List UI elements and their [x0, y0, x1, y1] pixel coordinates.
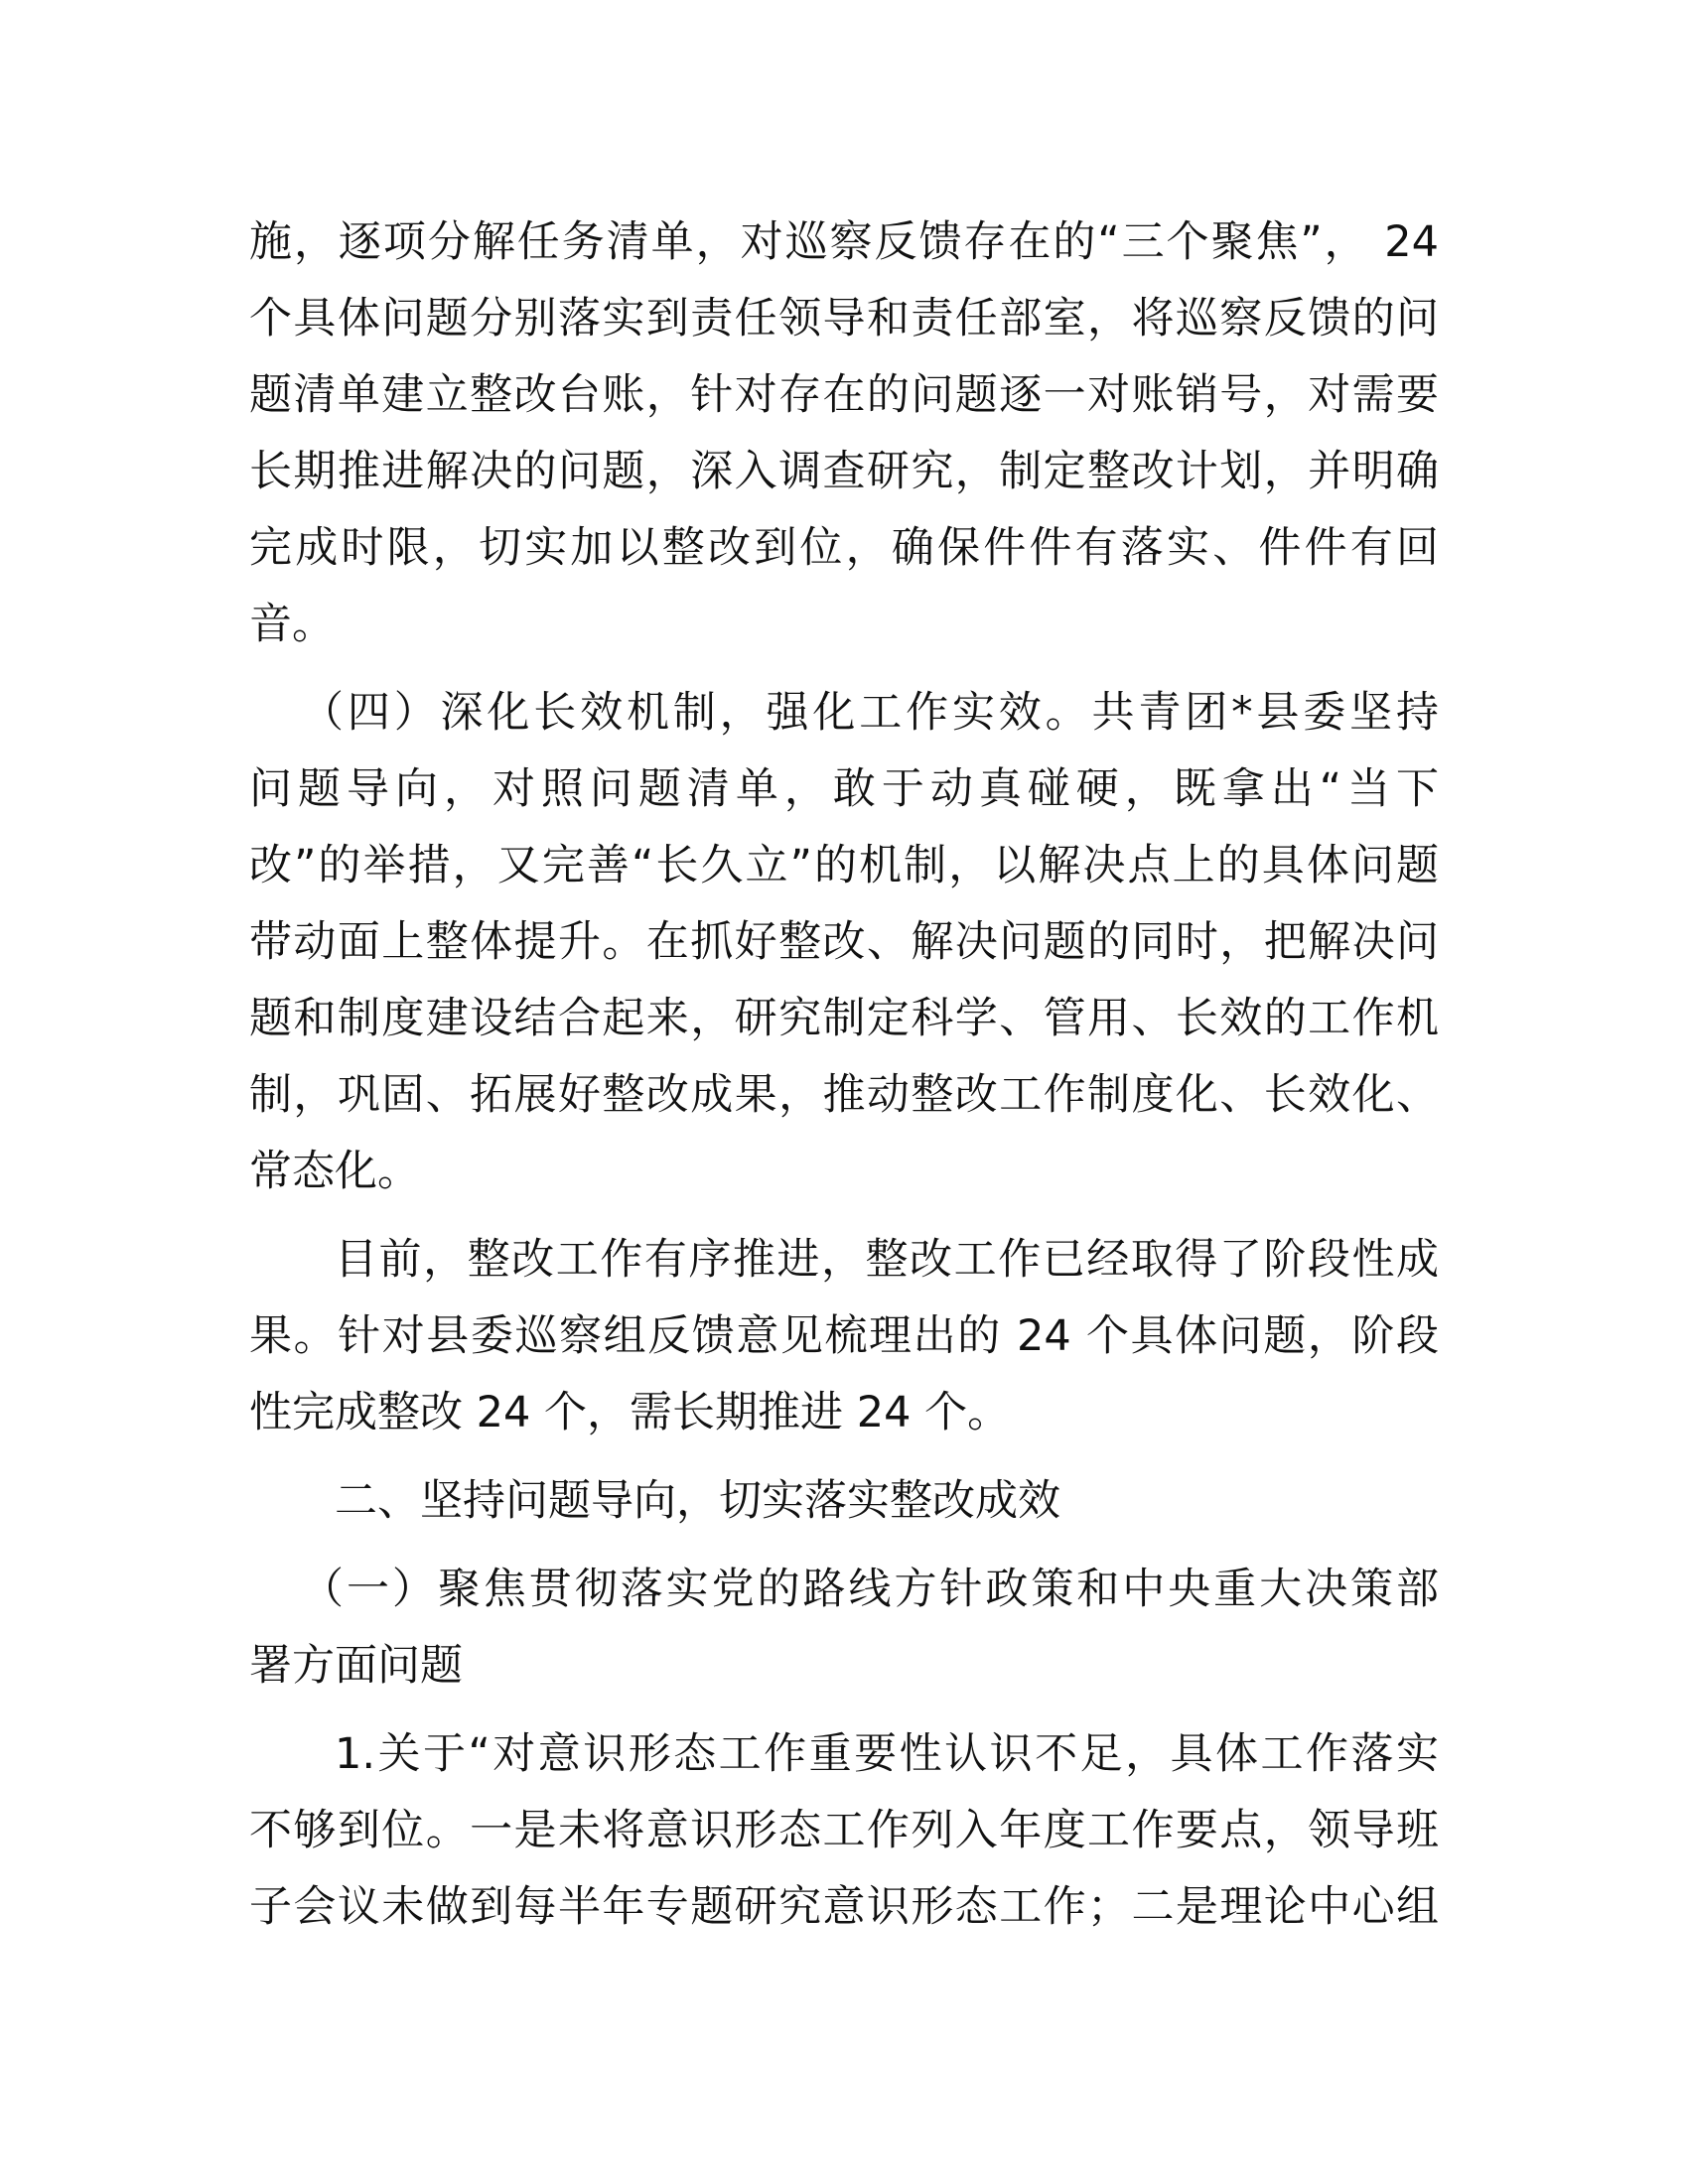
paragraph-item-1: [249, 1716, 1439, 1946]
paragraph-3: [249, 1222, 1439, 1451]
text-line: 果。针对县委巡察组反馈意见梳理出的 24 个具体问题，阶段: [249, 1311, 1439, 1361]
text-line: 完成时限，切实加以整改到位，确保件件有落实、件件有回: [249, 523, 1439, 573]
section-heading: [249, 1463, 1439, 1540]
text-line: 长期推进解决的问题，深入调查研究，制定整改计划，并明确: [249, 447, 1439, 496]
text-line: 署方面问题: [249, 1641, 463, 1691]
text-line: 二、坚持问题导向，切实落实整改成效: [335, 1476, 1060, 1526]
text-line: 1.关于“对意识形态工作重要性认识不足，具体工作落实: [335, 1729, 1439, 1779]
text-line: 问题导向，对照问题清单，敢于动真碰硬，既拿出“当下: [249, 764, 1439, 814]
document-body: [249, 205, 1439, 1946]
text-line: 性完成整改 24 个，需长期推进 24 个。: [249, 1388, 1011, 1437]
text-line: 施，逐项分解任务清单，对巡察反馈存在的“三个聚焦”， 24: [249, 217, 1439, 267]
text-line: （一）聚焦贯彻落实党的路线方针政策和中央重大决策部: [301, 1565, 1439, 1614]
text-line: （四）深化长效机制，强化工作实效。共青团*县委坚持: [301, 688, 1439, 738]
text-line: 带动面上整体提升。在抓好整改、解决问题的同时，把解决问: [249, 917, 1439, 967]
text-line: 题清单建立整改台账，针对存在的问题逐一对账销号，对需要: [249, 370, 1439, 420]
paragraph-2: [249, 675, 1439, 1210]
text-line: 个具体问题分别落实到责任领导和责任部室，将巡察反馈的问: [249, 294, 1439, 343]
sub-heading: [249, 1552, 1439, 1705]
text-line: 音。: [249, 600, 335, 649]
text-line: 子会议未做到每半年专题研究意识形态工作；二是理论中心组: [249, 1882, 1439, 1932]
text-line: 题和制度建设结合起来，研究制定科学、管用、长效的工作机: [249, 994, 1439, 1043]
text-line: 改”的举措，又完善“长久立”的机制，以解决点上的具体问题: [249, 841, 1439, 890]
text-line: 制，巩固、拓展好整改成果，推动整改工作制度化、长效化、: [249, 1070, 1439, 1120]
text-line: 常态化。: [249, 1147, 420, 1196]
text-line: 目前，整改工作有序推进，整改工作已经取得了阶段性成: [335, 1235, 1439, 1285]
paragraph-1: [249, 205, 1439, 663]
text-line: 不够到位。一是未将意识形态工作列入年度工作要点，领导班: [249, 1806, 1439, 1855]
